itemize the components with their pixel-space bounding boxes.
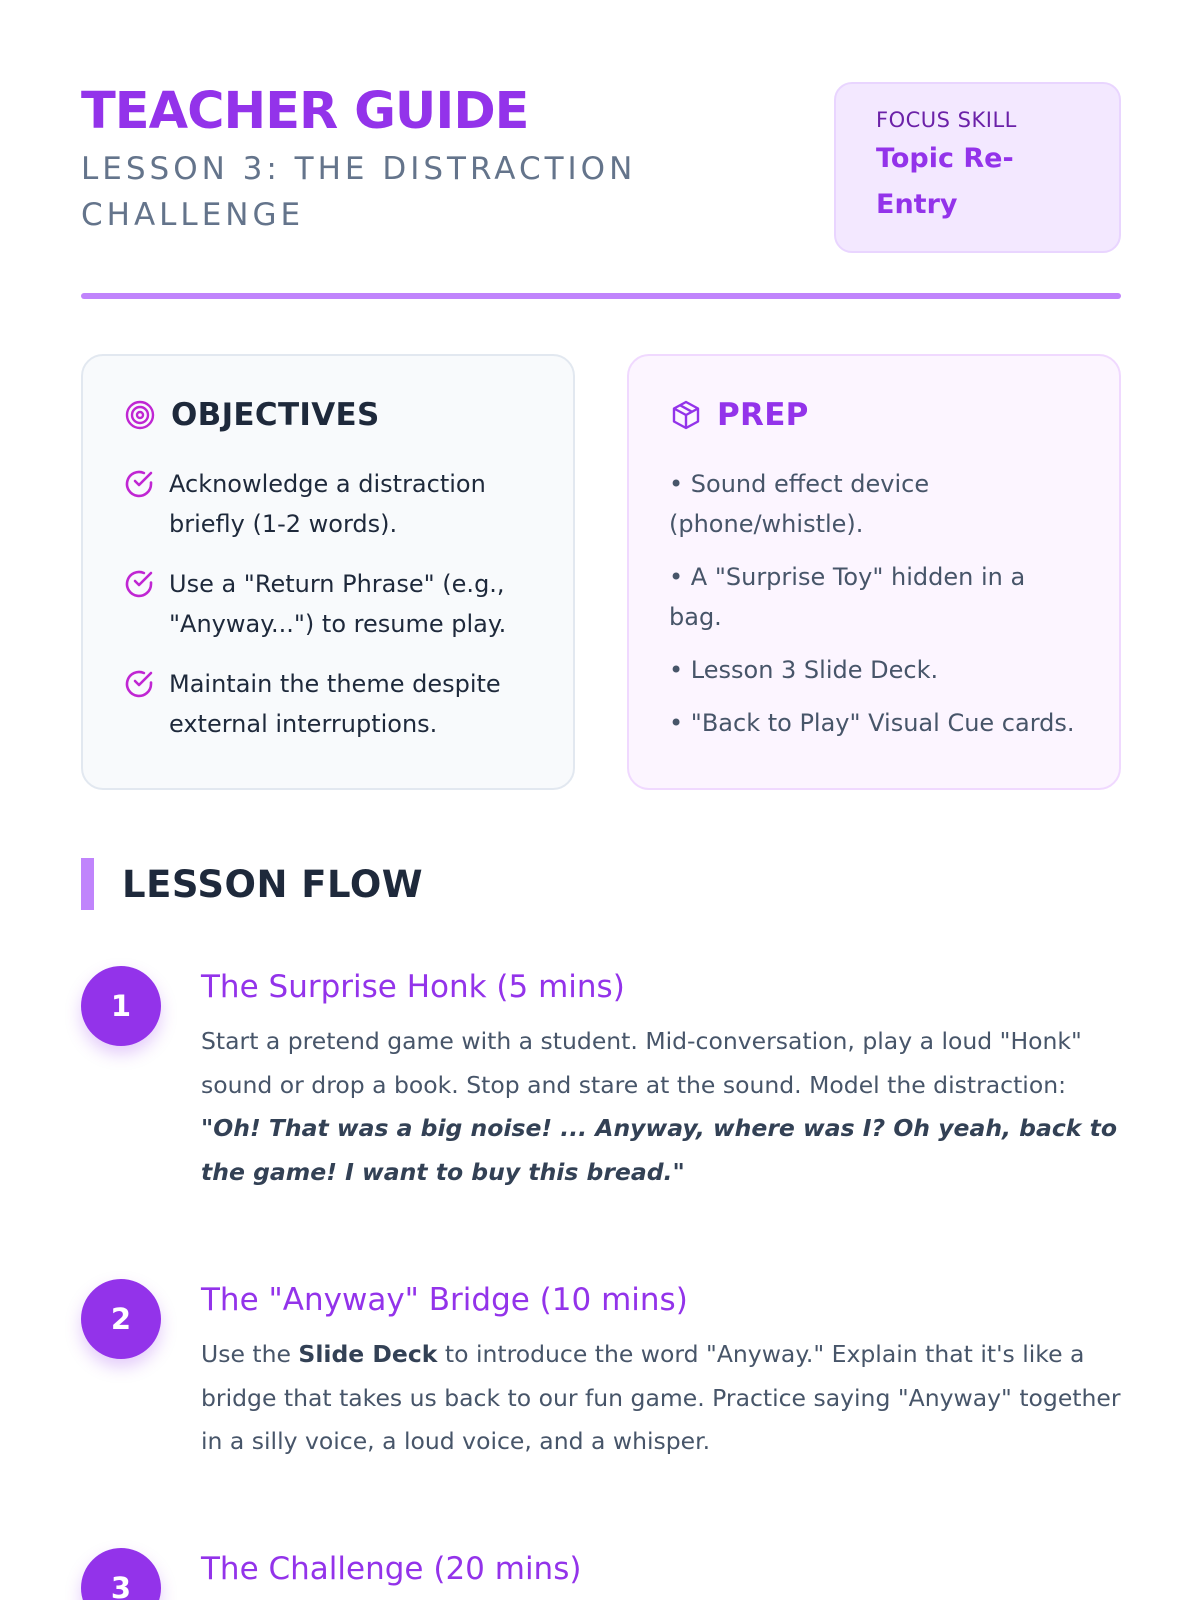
objective-text: Use a "Return Phrase" (e.g., "Anyway...") to resume play. bbox=[169, 570, 507, 638]
box-icon bbox=[669, 398, 703, 432]
objectives-list bbox=[123, 464, 533, 744]
prep-title: PREP bbox=[717, 397, 809, 433]
step-bold-text: Slide Deck bbox=[298, 1340, 438, 1368]
objectives-card bbox=[81, 354, 575, 790]
list-item: • Lesson 3 Slide Deck. bbox=[669, 656, 939, 684]
list-item bbox=[123, 564, 533, 644]
step-description bbox=[201, 1020, 1121, 1194]
lesson-subtitle: LESSON 3: THE DISTRACTION CHALLENGE bbox=[81, 151, 637, 233]
step-number-badge: 2 bbox=[81, 1279, 161, 1359]
step-description-text: Start a pretend game with a student. Mid-conversation, play a loud "Honk" sound or drop a book. Stop and stare at the sound. Model the distraction: bbox=[201, 1027, 1082, 1099]
step-quote: "Oh! That was a big noise! ... Anyway, where was I? Oh yeah, back to the game! I want to buy this bread." bbox=[201, 1114, 1117, 1186]
focus-skill-value: Topic Re-Entry bbox=[876, 143, 1014, 220]
focus-skill-label: FOCUS SKILL bbox=[876, 108, 1017, 132]
step-title: The Surprise Honk (5 mins) bbox=[201, 969, 625, 1005]
check-circle-icon bbox=[123, 468, 155, 500]
prep-list bbox=[669, 464, 1079, 743]
prep-card bbox=[627, 354, 1121, 790]
step-description-text: to introduce the word "Anyway." Explain that it's like a bridge that takes us back to our fun game. Practice saying "Anyway" together in a silly voice, a loud voice, and a whisper. bbox=[201, 1340, 1121, 1455]
lesson-flow-title: LESSON FLOW bbox=[122, 862, 424, 906]
step-title: The Challenge (20 mins) bbox=[201, 1551, 582, 1587]
target-icon bbox=[123, 398, 157, 432]
page-title: TEACHER GUIDE bbox=[81, 82, 529, 141]
objective-text: Acknowledge a distraction briefly (1-2 words). bbox=[169, 470, 486, 538]
list-item: • Sound effect device (phone/whistle). bbox=[669, 470, 930, 538]
objective-text: Maintain the theme despite external interruptions. bbox=[169, 670, 501, 738]
guide-header bbox=[81, 82, 1121, 252]
step-number-badge: 1 bbox=[81, 966, 161, 1046]
check-circle-icon bbox=[123, 568, 155, 600]
header-divider bbox=[81, 293, 1121, 299]
step-title: The "Anyway" Bridge (10 mins) bbox=[201, 1282, 688, 1318]
focus-skill-box bbox=[834, 82, 1121, 253]
heading-accent-bar bbox=[81, 858, 94, 910]
step-description bbox=[201, 1333, 1121, 1464]
lesson-flow-heading bbox=[81, 858, 423, 910]
list-item: • A "Surprise Toy" hidden in a bag. bbox=[669, 563, 1026, 631]
step-number-badge: 3 bbox=[81, 1548, 161, 1600]
list-item bbox=[123, 664, 533, 744]
list-item bbox=[123, 464, 533, 544]
step-description-text: Use the bbox=[201, 1340, 299, 1368]
objectives-title: OBJECTIVES bbox=[171, 397, 380, 433]
list-item: • "Back to Play" Visual Cue cards. bbox=[669, 709, 1075, 737]
check-circle-icon bbox=[123, 668, 155, 700]
